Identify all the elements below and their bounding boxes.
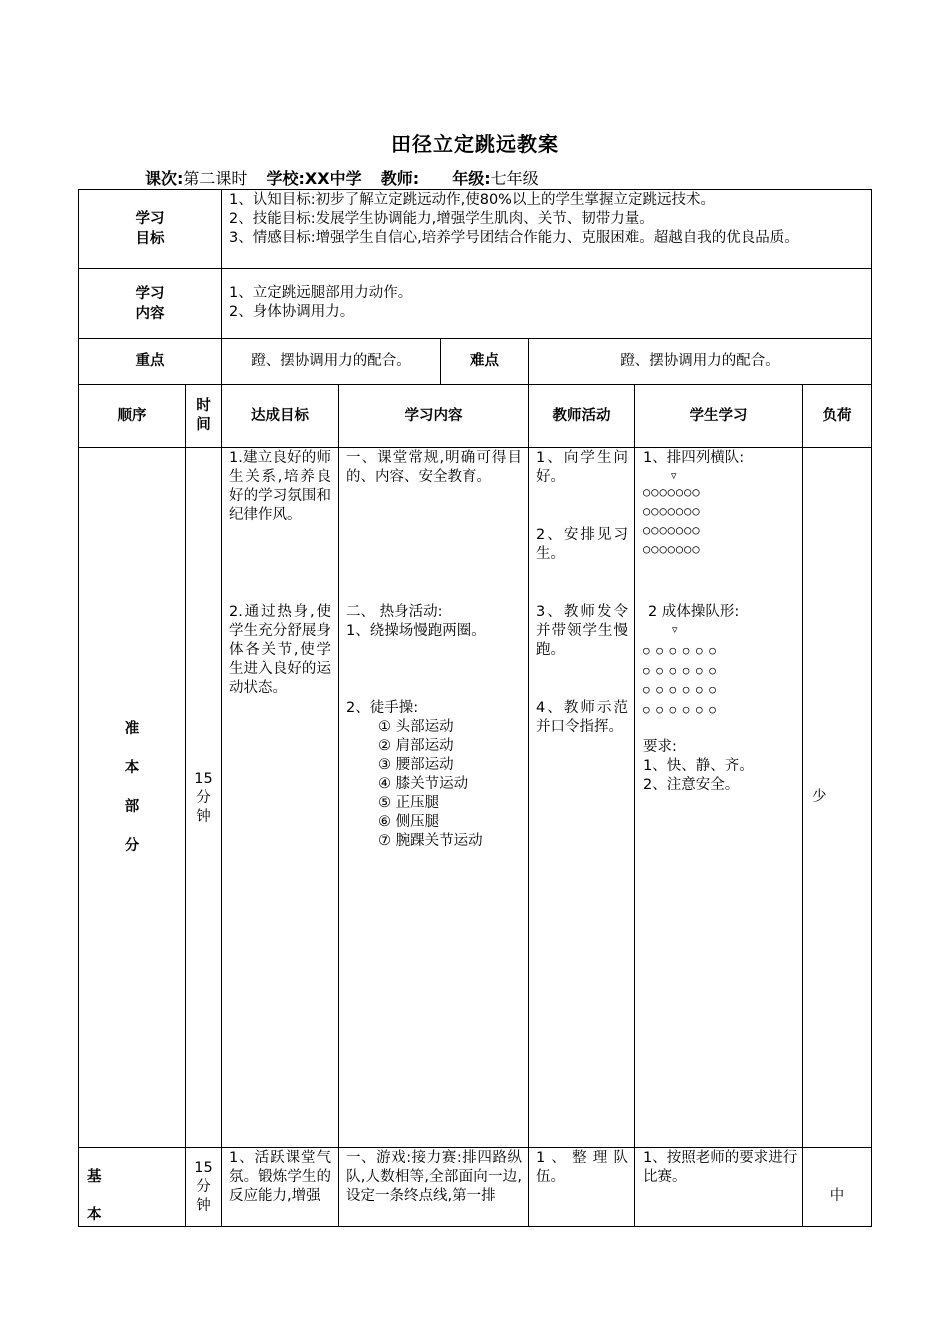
teacher-step-1: 1、向学生问好。 xyxy=(536,450,628,485)
prep-goal-1: 1.建立良好的师生关系,培养良好的学习氛围和纪律作风。 xyxy=(229,450,331,523)
triangle-icon: ▿ xyxy=(672,623,678,636)
teacher-label: 教师: xyxy=(380,169,420,188)
exercise-item: ⑤ 正压腿 xyxy=(378,795,440,811)
exercise-item: ⑥ 侧压腿 xyxy=(378,814,440,830)
prep-content-1: 一、课堂常规,明确可得目的、内容、安全教育。 xyxy=(346,450,522,485)
difficulty-label: 难点 xyxy=(470,353,499,369)
teacher-step-2: 2、安排见习生。 xyxy=(536,527,628,562)
school-label: 学校: xyxy=(266,169,305,188)
formation-row: ○ ○ ○ ○ ○ ○ xyxy=(643,644,716,657)
objectives-text xyxy=(229,191,865,248)
student-formation-2 xyxy=(648,603,798,637)
header-load: 负荷 xyxy=(822,407,852,424)
header-goal: 达成目标 xyxy=(251,407,309,424)
grade-value: 七年级 xyxy=(490,169,539,188)
formation-row: ○○○○○○○ xyxy=(643,542,701,556)
exercise-item: ③ 腰部运动 xyxy=(378,757,454,773)
objective-line: 1、认知目标:初步了解立定跳远动作,使80%以上的学生掌握立定跳远技术。 xyxy=(229,192,715,208)
prep-content-2 xyxy=(346,603,522,641)
content-line: 2、身体协调用力。 xyxy=(229,304,355,320)
key-value: 蹬、摆协调用力的配合。 xyxy=(251,353,411,369)
prep-load: 少 xyxy=(812,789,827,805)
basic-order: 基 本 xyxy=(87,1169,102,1223)
content-line: 1、立定跳远腿部用力动作。 xyxy=(229,285,413,301)
basic-content: 一、游戏:接力赛:排四路纵队,人数相等,全部面向一边,设定一条终点线,第一排 xyxy=(346,1150,522,1204)
grade-label: 年级: xyxy=(452,169,491,188)
lesson-label: 课次: xyxy=(145,169,184,188)
header-time: 时 间 xyxy=(196,398,211,433)
formation-row: ○ ○ ○ ○ ○ ○ xyxy=(643,702,716,716)
prep-goal-2: 2.通过热身,使学生充分舒展身体各关节,使学生进入良好的运动状态。 xyxy=(229,604,331,696)
basic-goal: 1、活跃课堂气氛。锻炼学生的反应能力,增强 xyxy=(229,1150,331,1204)
requirement-item: 1、快、静、齐。 xyxy=(643,758,754,774)
warmup-item: 1、绕操场慢跑两圈。 xyxy=(346,623,486,639)
header-teacher: 教师活动 xyxy=(552,407,611,424)
formation-row: ○○○○○○○ xyxy=(643,504,701,518)
page-title: 田径立定跳远教案 xyxy=(391,132,559,156)
formation-row: ○○○○○○○ xyxy=(643,523,701,537)
lesson-meta xyxy=(145,166,539,189)
school-value: XX中学 xyxy=(304,169,362,188)
student-requirements xyxy=(643,738,798,795)
prep-order: 准 本 部 分 xyxy=(124,721,140,854)
prep-time: 15 分 钟 xyxy=(194,771,213,825)
basic-teacher: 1、整理队伍。 xyxy=(536,1150,628,1185)
basic-load: 中 xyxy=(829,1188,845,1204)
formation-row: ○○○○○○○ xyxy=(643,485,701,499)
content-text xyxy=(229,284,865,322)
prep-content-3 xyxy=(346,699,522,851)
formation-row: ○ ○ ○ ○ ○ ○ xyxy=(643,683,716,696)
header-order: 顺序 xyxy=(117,407,147,424)
exercise-title: 2、徒手操: xyxy=(346,700,419,716)
formation-grid-2 xyxy=(643,641,798,719)
header-student: 学生学习 xyxy=(689,407,748,424)
exercise-list xyxy=(346,718,522,851)
key-label: 重点 xyxy=(135,353,165,369)
formation-grid xyxy=(643,483,798,559)
basic-time: 15 分 钟 xyxy=(194,1160,213,1214)
lesson-value: 第二课时 xyxy=(183,169,248,188)
formation-title: 2 成体操队形: xyxy=(648,604,740,620)
formation-row: ○ ○ ○ ○ ○ ○ xyxy=(643,663,716,677)
formation-title: 1、排四列横队: xyxy=(643,450,745,466)
objective-line: 2、技能目标:发展学生协调能力,增强学生肌肉、关节、韧带力量。 xyxy=(229,211,654,227)
exercise-item: ① 头部运动 xyxy=(378,719,454,735)
exercise-item: ④ 膝关节运动 xyxy=(378,776,469,792)
objective-line: 3、情感目标:增强学生自信心,培养学号团结合作能力、克服困难。超越自我的优良品质。 xyxy=(229,230,799,246)
requirement-item: 2、注意安全。 xyxy=(643,777,740,793)
requirement-title: 要求: xyxy=(643,739,677,755)
basic-student: 1、按照老师的要求进行比赛。 xyxy=(643,1150,798,1185)
objectives-label: 学习 目标 xyxy=(135,211,165,247)
difficulty-value: 蹬、摆协调用力的配合。 xyxy=(620,353,780,369)
warmup-title: 二、 热身活动: xyxy=(346,604,443,620)
content-label: 学习 内容 xyxy=(135,285,165,322)
teacher-step-3: 3、教师发令并带领学生慢跑。 xyxy=(536,604,628,658)
student-formation-1 xyxy=(643,449,798,559)
teacher-step-4: 4、教师示范并口令指挥。 xyxy=(536,700,628,735)
header-content: 学习内容 xyxy=(404,407,463,424)
triangle-icon: ▿ xyxy=(671,469,677,482)
exercise-item: ② 肩部运动 xyxy=(378,738,454,754)
exercise-item: ⑦ 腕踝关节运动 xyxy=(378,833,483,849)
